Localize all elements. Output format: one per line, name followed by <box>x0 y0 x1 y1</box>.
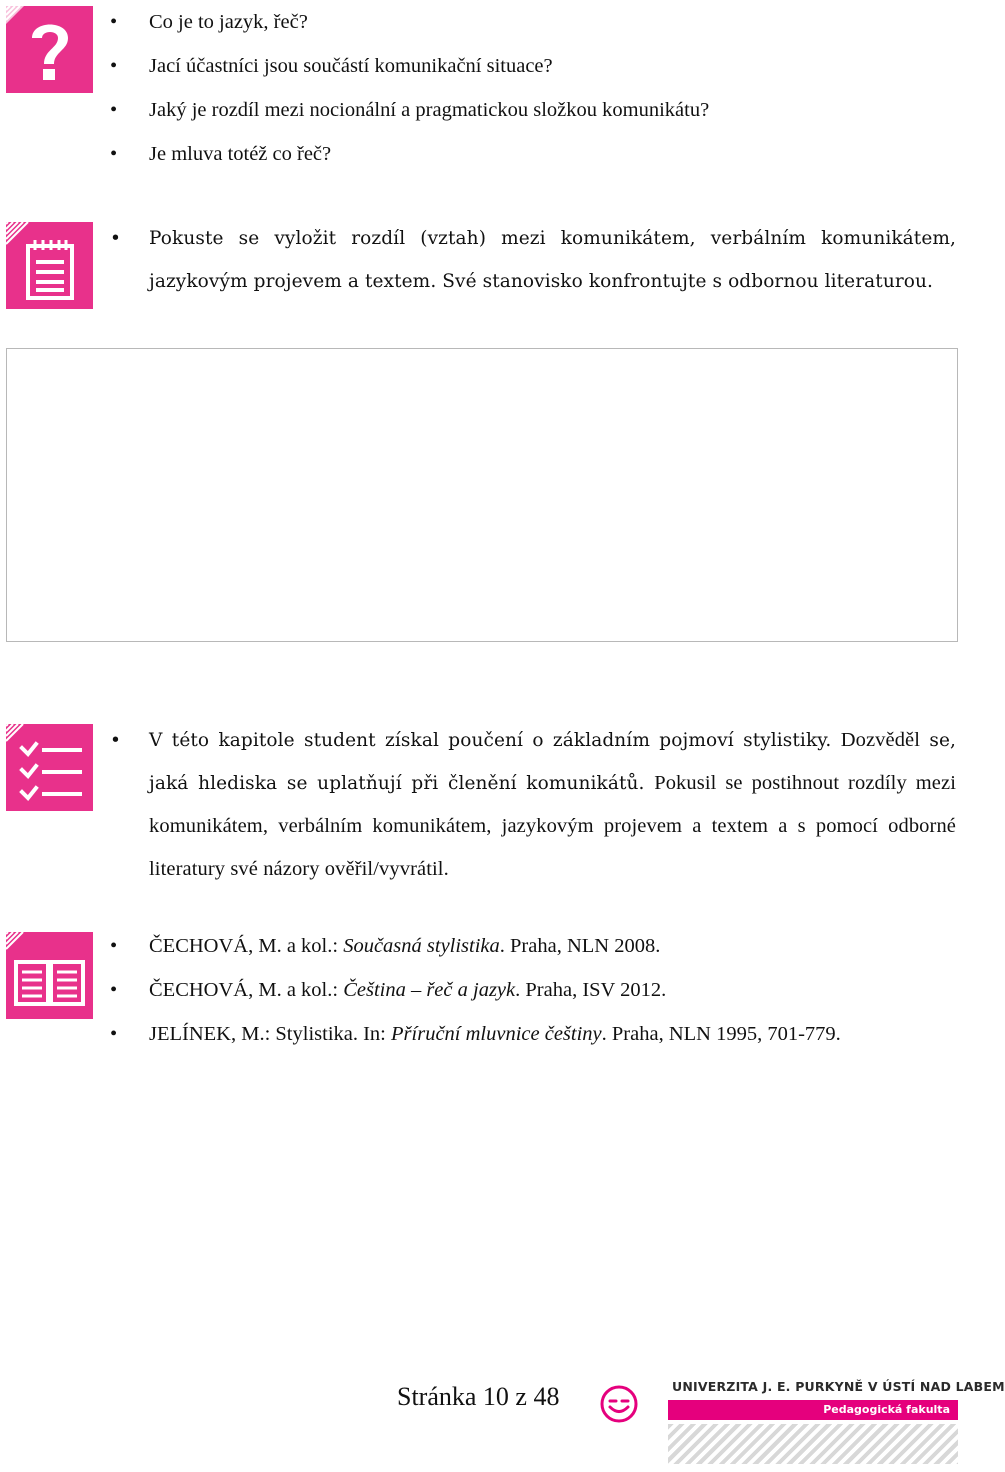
faculty-name: Pedagogická fakulta <box>823 1403 950 1416</box>
smiley-logo-icon <box>598 1383 640 1430</box>
task-block <box>108 217 956 303</box>
page-number: Stránka 10 z 48 <box>397 1382 560 1411</box>
reference-title: Čeština – řeč a jazyk <box>343 979 516 1001</box>
decorative-stripes <box>668 1424 958 1464</box>
reference-rest: . Praha, NLN 1995, 701-779. <box>601 1023 841 1045</box>
checklist-icon <box>6 724 93 811</box>
list-item: • Je mluva totéž co řeč? <box>108 132 956 176</box>
summary-text <box>108 719 956 891</box>
university-name: UNIVERZITA J. E. PURKYNĚ V ÚSTÍ NAD LABEM <box>672 1379 1005 1394</box>
reference-title: Příruční mluvnice češtiny <box>391 1023 602 1045</box>
notepad-icon <box>6 222 93 309</box>
questions-list <box>108 0 956 176</box>
reference-author: JELÍNEK, M.: Stylistika. In: <box>149 1023 392 1045</box>
reference-item <box>108 968 956 1012</box>
summary-rest-c: Pokusil se postihnout rozdíly mezi komunikátem, verbálním komunikátem, jazykovým projevem a textem a s pomocí odborné literatury své názory ověřil/vyvrátil. <box>149 772 956 880</box>
reference-rest: . Praha, ISV 2012. <box>515 979 667 1001</box>
question-mark-icon <box>6 6 93 93</box>
university-logo <box>668 1378 1005 1466</box>
reference-item <box>108 924 956 968</box>
reference-rest: . Praha, NLN 2008. <box>499 935 661 957</box>
summary-rest-a: Dozvěděl <box>840 729 921 751</box>
list-item: • Jací účastníci jsou součástí komunikační situace? <box>108 44 956 88</box>
references-list <box>108 924 956 1056</box>
summary-block <box>108 719 956 891</box>
answer-box[interactable] <box>6 348 958 642</box>
list-item: • Co je to jazyk, řeč? <box>108 0 956 44</box>
open-book-icon <box>6 932 93 1019</box>
reference-author: ČECHOVÁ, M. a kol.: <box>149 979 344 1001</box>
summary-lead: V této kapitole student získal poučení o základním pojmoví stylistiky. <box>149 730 832 751</box>
reference-title: Současná stylistika <box>343 935 500 957</box>
reference-author: ČECHOVÁ, M. a kol.: <box>149 935 344 957</box>
task-text: • Pokuste se vyložit rozdíl (vztah) mezi komunikátem, verbálním komunikátem, jazykovým projevem a textem. Své stanovisko konfrontujte s odbornou literaturou. <box>108 217 956 303</box>
reference-item <box>108 1012 956 1056</box>
list-item: • Jaký je rozdíl mezi nocionální a pragmatickou složkou komunikátu? <box>108 88 956 132</box>
summary-rest-b: se, jaká hlediska se uplatňují při členění komunikátů. <box>149 730 957 794</box>
